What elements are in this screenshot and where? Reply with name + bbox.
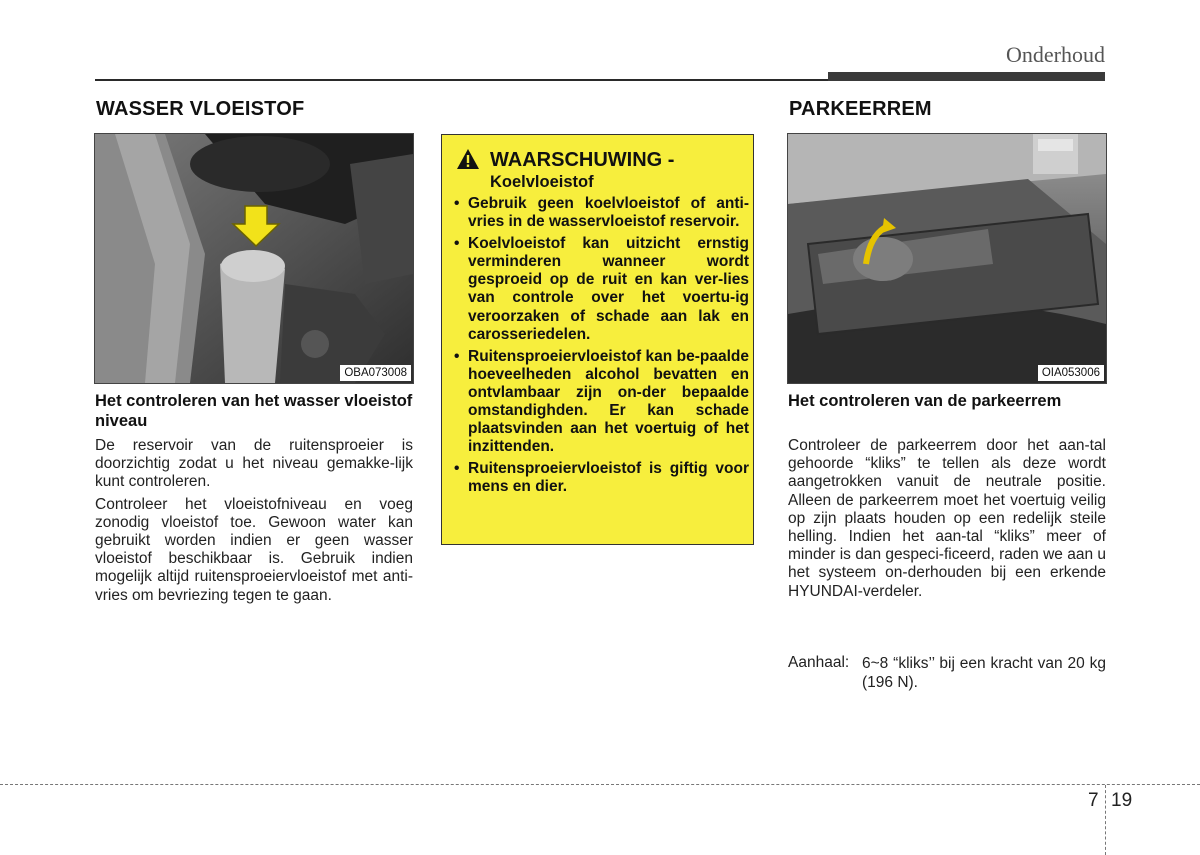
subheading-washer-check: Het controleren van het wasser vloeistof niveau (95, 392, 413, 430)
warning-list (452, 195, 749, 501)
warning-item: • Ruitensproeiervloeistof kan be-paalde hoeveelheden alcohol bevatten en ontvlambaar zijn on-der bepaalde omstandighden. Er kan schade plaatsvinden aan het voertuig of het inzittenden. (452, 348, 749, 457)
warning-item: • Koelvloeistof kan uitzicht ernstig verminderen wanneer wordt gesproeid op de ruit en kan ver-lies van controle over het voertu-ig veroorzaken of schade aan lak en carosseriedelen. (452, 235, 749, 344)
chapter-number: 7 (1088, 790, 1099, 811)
washer-paragraph-1: De reservoir van de ruitensproeier is doorzichtig zodat u het niveau gemakke-lijk kunt controleren. (95, 437, 413, 491)
spec-label: Aanhaal: (788, 654, 850, 671)
section-heading-washer-fluid: WASSER VLOEISTOF (96, 98, 305, 120)
spec-value: 6~8 “kliks’’ bij een kracht van 20 kg (196 N). (862, 655, 1106, 691)
photo-code-parking: OIA053006 (1038, 365, 1104, 381)
photo-code-washer: OBA073008 (340, 365, 411, 381)
section-heading-parking-brake: PARKEERREM (789, 98, 932, 120)
footer-vertical-divider (1105, 785, 1106, 855)
warning-item: • Gebruik geen koelvloeistof of anti-vries in de wasservloeistof reservoir. (452, 195, 749, 231)
washer-paragraph-2: Controleer het vloeistofniveau en voeg zonodig vloeistof toe. Gewoon water kan gebruikt worden indien er geen wasser vloeistof beschikbaar is. Gebruik indien mogelijk altijd ruitensproeiervloeistof met anti-vries om bevriezing tegen te gaan. (95, 495, 413, 604)
warning-box (441, 134, 754, 545)
parking-paragraph: Controleer de parkeerrem door het aan-tal gehoorde “kliks” te tellen als deze wordt aangetrokken vanuit de neutrale positie. Alleen de parkeerrem moet het voertuig veilig op zijn plaats houden op een redelijk steile helling. Indien het aan-tal “kliks” meer of minder is dan gespeci-ficeerd, raden we aan u het systeem on-derhouden bij een erkende HYUNDAI-verdeler. (788, 437, 1106, 600)
parking-brake-photo (787, 133, 1107, 384)
header-rule-accent (828, 72, 1105, 81)
washer-body-text (95, 437, 413, 609)
warning-triangle-icon (456, 148, 480, 175)
warning-title: WAARSCHUWING - (490, 149, 675, 171)
footer-divider (0, 784, 1200, 785)
warning-subtitle: Koelvloeistof (490, 173, 594, 191)
washer-reservoir-photo (94, 133, 414, 384)
warning-item: • Ruitensproeiervloeistof is giftig voor mens en dier. (452, 460, 749, 496)
page-section-title: Onderhoud (1006, 42, 1105, 67)
parking-body-text (788, 437, 1106, 605)
subheading-parking-check: Het controleren van de parkeerrem (788, 392, 1062, 410)
page-number: 19 (1111, 790, 1133, 811)
